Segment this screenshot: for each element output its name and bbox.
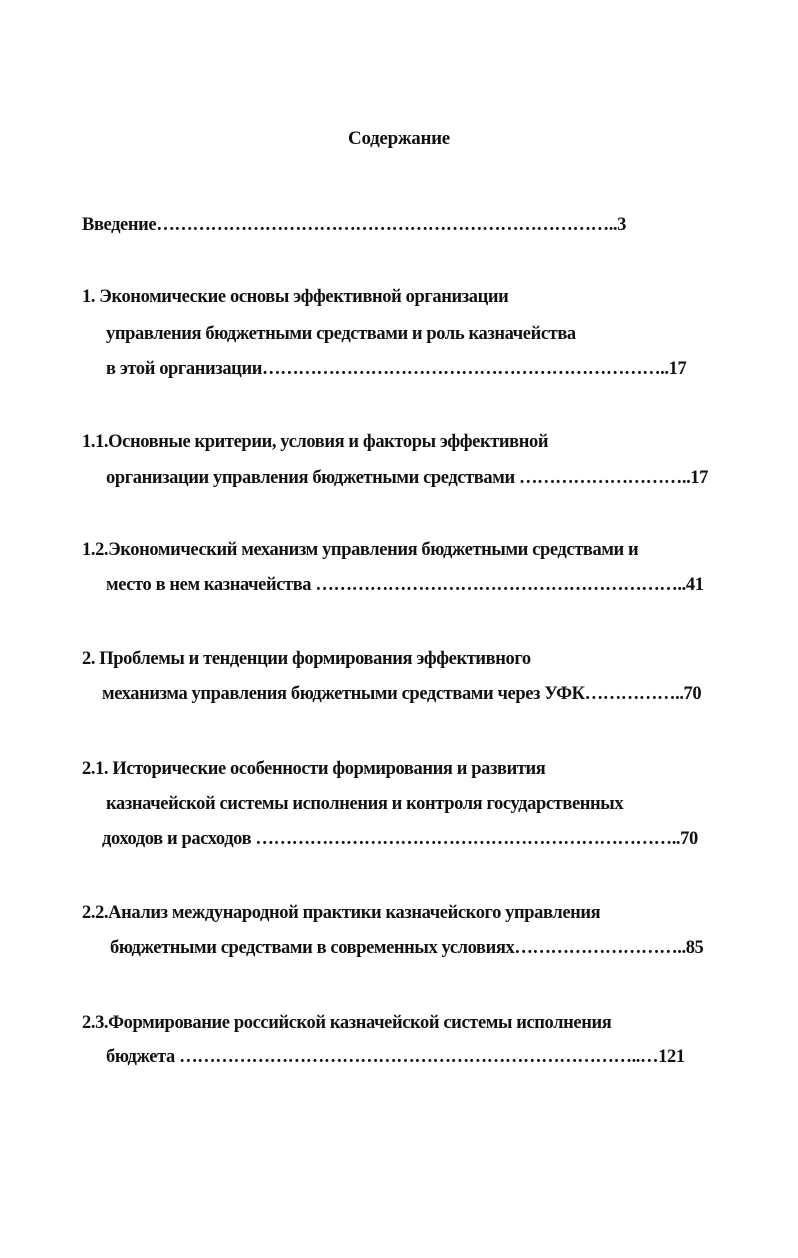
toc-page-number: 17: [690, 468, 708, 488]
toc-entry-text: место в нем казначейства: [106, 575, 316, 595]
toc-entry-line: казначейской системы исполнения и контроля государственных: [106, 794, 624, 814]
toc-entry-line: 1.2.Экономический механизм управления бюджетными средствами и: [82, 540, 639, 560]
toc-entry-line: 2.3.Формирование российской казначейской системы исполнения: [82, 1013, 612, 1033]
toc-entry-last-line: [106, 357, 686, 381]
toc-entry-text: организации управления бюджетными средствами: [106, 468, 519, 488]
toc-page-number: 70: [683, 684, 702, 704]
toc-entry-last-line: [106, 1045, 685, 1069]
toc-entry-text: доходов и расходов: [102, 829, 256, 849]
toc-entry-last-line: [106, 573, 704, 597]
toc-leader-dots: ……………………………………………………..: [315, 575, 686, 595]
toc-entry-introduction: [82, 213, 626, 237]
toc-page-number: 70: [680, 829, 698, 849]
toc-entry-last-line: [102, 682, 701, 706]
toc-page-number: 85: [685, 938, 704, 958]
toc-entry-last-line: [110, 936, 703, 960]
toc-entry-line: 1. Экономические основы эффективной организации: [82, 287, 509, 307]
toc-leader-dots: …………………………………………………………………..…: [179, 1047, 659, 1067]
toc-entry-text: бюджета: [106, 1047, 180, 1067]
toc-leader-dots: …………………………………………………………………..: [156, 215, 618, 235]
toc-entry-line: 2.1. Исторические особенности формирования и развития: [82, 759, 546, 779]
toc-entry-text: механизма управления бюджетными средствами через УФК: [102, 684, 585, 704]
toc-page-number: 121: [658, 1047, 685, 1067]
toc-leader-dots: …………………………………………………………..: [261, 359, 669, 379]
toc-leader-dots: ……………..: [584, 684, 684, 704]
toc-entry-last-line: [102, 827, 698, 851]
toc-leader-dots: ………………………..: [518, 468, 691, 488]
toc-entry-line: 1.1.Основные критерии, условия и факторы эффективной: [82, 432, 549, 452]
toc-entry-text: в этой организации: [106, 359, 262, 379]
toc-entry-line: 2.2.Анализ международной практики казначейского управления: [82, 903, 601, 923]
toc-page-number: 17: [668, 359, 687, 379]
toc-entry-line: управления бюджетными средствами и роль казначейства: [106, 324, 576, 344]
toc-page-number: 41: [685, 575, 704, 595]
page-title: Содержание: [348, 128, 450, 149]
toc-entry-line: 2. Проблемы и тенденции формирования эффективного: [82, 649, 531, 669]
toc-entry-text: Введение: [82, 215, 157, 235]
toc-leader-dots: ………………………..: [514, 938, 686, 958]
toc-entry-text: бюджетными средствами в современных условиях: [110, 938, 515, 958]
toc-entry-last-line: [106, 466, 708, 490]
toc-leader-dots: ……………………………………………………………..: [255, 829, 681, 849]
toc-page-number: 3: [617, 215, 627, 235]
